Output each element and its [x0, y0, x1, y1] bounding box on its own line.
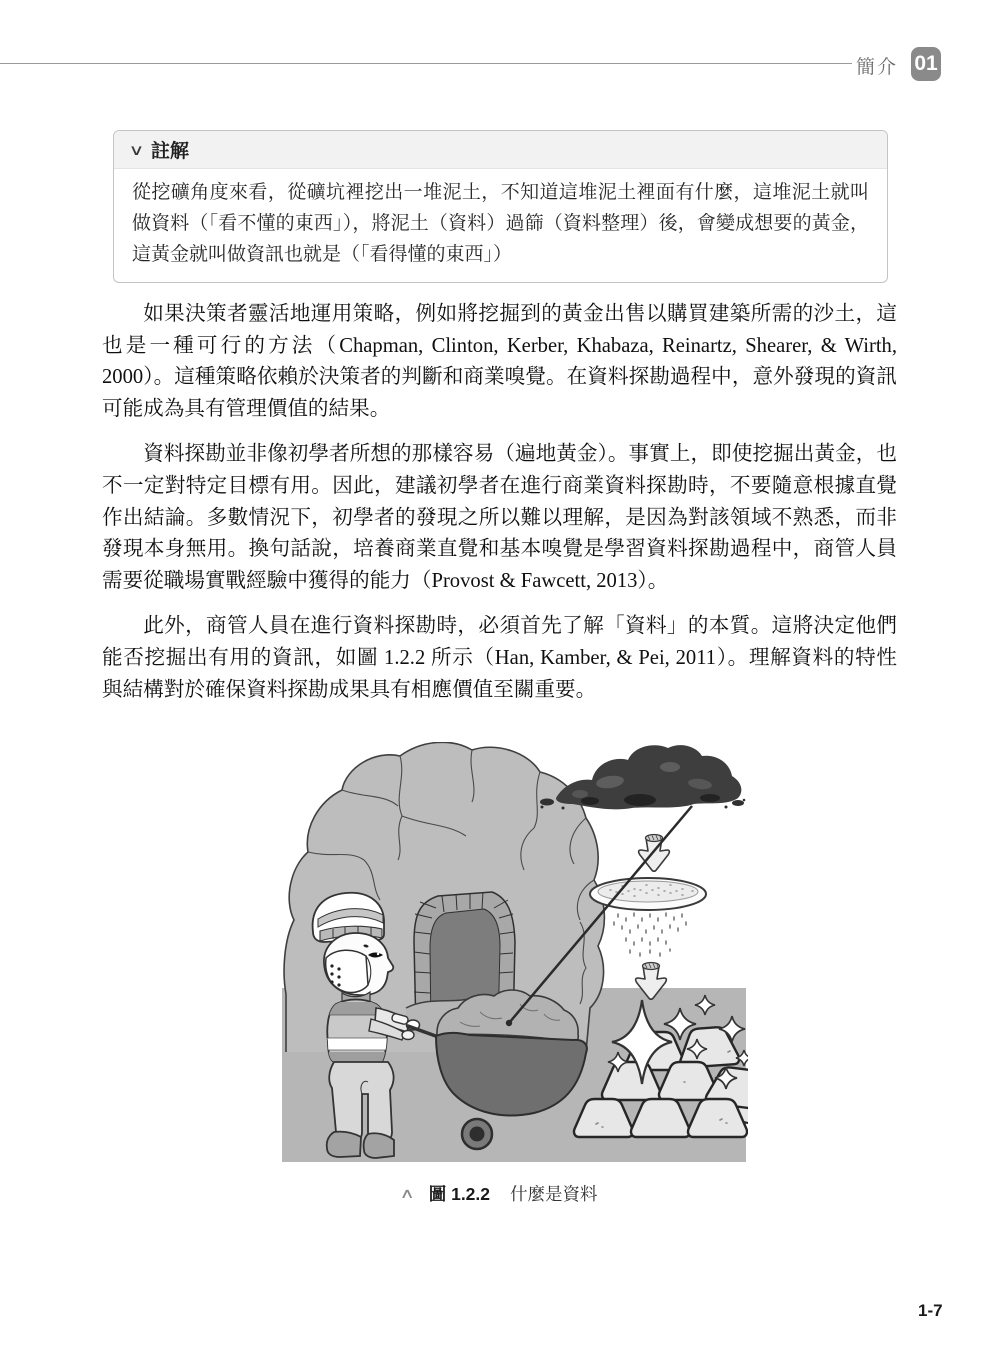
figure-caption-text: 什麼是資料 — [510, 1184, 598, 1204]
boot — [327, 1132, 361, 1157]
paragraph: 如果決策者靈活地運用策略，例如將挖掘到的黃金出售以購買建築所需的沙土，這也是一種可行的方法（Chapman, Clinton, Kerber, Khabaza, Reinartz, Shearer, & Wirth, 2000）。這種策略依賴於決策者的判斷和商業嗅覺。在資料探勘過程中，意外發現的資訊可能成為具有管理價值的結果。 — [102, 303, 897, 420]
chevron-down-icon: ∨ — [128, 141, 145, 159]
note-title: 註解 — [150, 141, 189, 162]
paragraph: 資料探勘並非像初學者所想的那樣容易（遍地黃金）。事實上，即使挖掘出黃金，也不一定對特定目標有用。因此，建議初學者在進行商業資料探勘時，不要隨意根據直覺作出結論。多數情況下，初學者的發現之所以難以理解，是因為對該領域不熟悉，而非發現本身無用。換句話說，培養商業直覺和基本嗅覺是學習資料探勘過程中，商管人員需要從職場實戰經驗中獲得的能力（Provost & Fawcett, 2013）。 — [102, 443, 897, 592]
note-box-header — [114, 131, 887, 169]
hand — [402, 1031, 414, 1040]
figure-caption-label: 圖 1.2.2 — [428, 1184, 491, 1204]
page-number: 1-7 — [918, 1301, 943, 1320]
header-rule — [0, 63, 852, 64]
paragraph: 此外，商管人員在進行資料探勘時，必須首先了解「資料」的本質。這將決定他們能否挖掘出有用的資訊，如圖 1.2.2 所示（Han, Kamber, & Pei, 2011）。理解資料的特性與結構對於確保資料探勘成果具有相應價值至關重要。 — [102, 615, 897, 701]
pants — [329, 1062, 393, 1140]
chapter-label: 簡介 — [856, 57, 899, 78]
figure-caption — [0, 1181, 1000, 1206]
raw-data-dirt-pile — [540, 745, 745, 809]
chapter-number-badge: 01 — [911, 47, 941, 81]
boot — [364, 1133, 394, 1158]
chevron-up-icon: ∧ — [399, 1185, 416, 1201]
figure-illustration — [280, 742, 748, 1163]
note-body-text: 從挖礦角度來看，從礦坑裡挖出一堆泥土，不知道這堆泥土裡面有什麼，這堆泥土就叫做資料（「看不懂的東西」），將泥土（資料）過篩（資料整理）後，會變成想要的黃金，這黃金就叫做資訊也就是（「看得懂的東西」） — [132, 182, 869, 265]
body-text-block — [102, 299, 897, 720]
sieve — [590, 878, 706, 956]
falling-particles — [614, 913, 686, 956]
note-box — [113, 130, 888, 283]
